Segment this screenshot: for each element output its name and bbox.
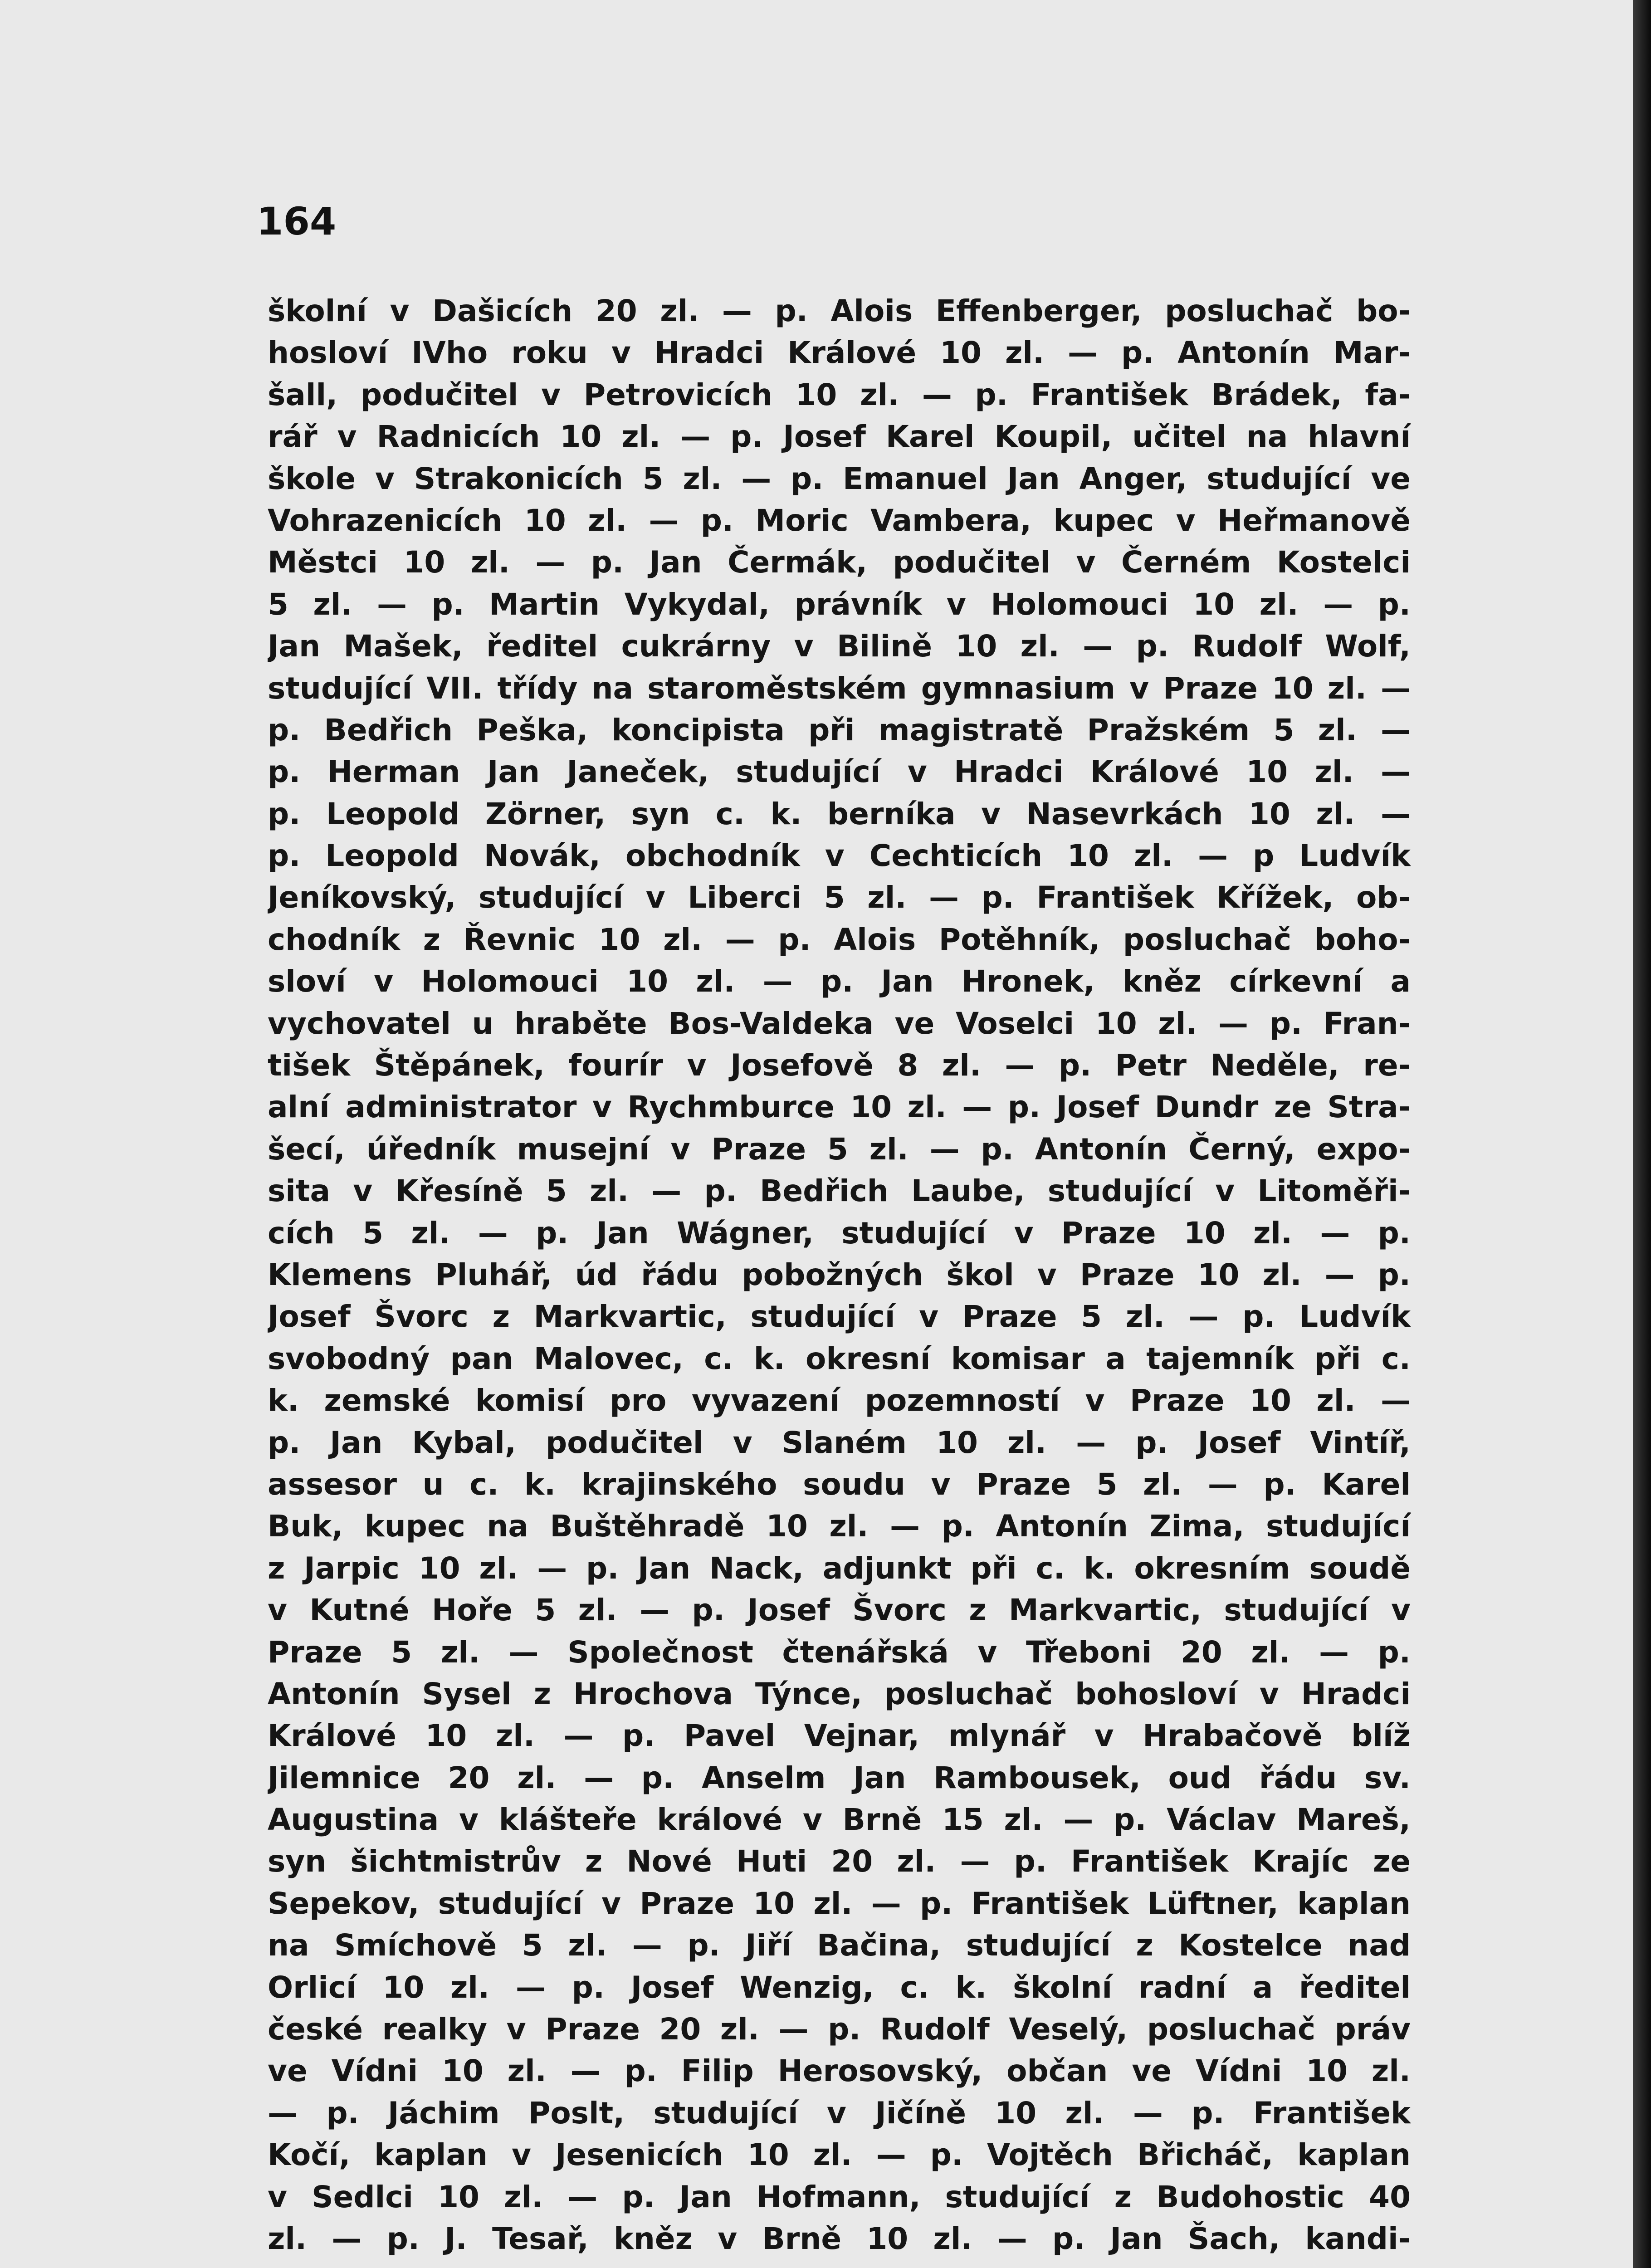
- text-line: Josef Švorc z Markvartic, studující v Praze 5 zl. — p. Ludvík: [268, 1299, 1411, 1334]
- text-line: ve Vídni 10 zl. — p. Filip Herosovský, občan ve Vídni 10 zl.: [268, 2053, 1411, 2089]
- text-line: Praze 5 zl. — Společnost čtenářská v Třeboni 20 zl. — p.: [268, 1634, 1411, 1670]
- text-line: p. Jan Kybal, podučitel v Slaném 10 zl. — p. Josef Vintíř,: [268, 1425, 1411, 1460]
- text-line: Jilemnice 20 zl. — p. Anselm Jan Rambousek, oud řádu sv.: [268, 1760, 1411, 1795]
- text-line: v Sedlci 10 zl. — p. Jan Hofmann, studující z Budohostic 40: [268, 2179, 1411, 2214]
- text-line: Králové 10 zl. — p. Pavel Vejnar, mlynář v Hrabačově blíž: [268, 1718, 1411, 1754]
- text-line: vychovatel u hraběte Bos-Valdeka ve Voselci 10 zl. — p. Fran-: [268, 1006, 1411, 1041]
- text-line: Antonín Sysel z Hrochova Týnce, posluchač bohosloví v Hradci: [268, 1676, 1411, 1711]
- text-line: rář v Radnicích 10 zl. — p. Josef Karel Koupil, učitel na hlavní: [268, 419, 1411, 455]
- text-line: Vohrazenicích 10 zl. — p. Moric Vambera, kupec v Heřmanově: [268, 503, 1411, 538]
- text-line: školní v Dašicích 20 zl. — p. Alois Effenberger, posluchač bo-: [268, 293, 1411, 328]
- text-line: Jan Mašek, ředitel cukrárny v Bilině 10 zl. — p. Rudolf Wolf,: [268, 629, 1411, 664]
- text-line: škole v Strakonicích 5 zl. — p. Emanuel Jan Anger, studující ve: [268, 461, 1411, 496]
- text-line: chodník z Řevnic 10 zl. — p. Alois Potěhník, posluchač boho-: [268, 922, 1411, 957]
- text-line: z Jarpic 10 zl. — p. Jan Nack, adjunkt při c. k. okresním soudě: [268, 1550, 1411, 1586]
- text-line: Městci 10 zl. — p. Jan Čermák, podučitel v Černém Kostelci: [268, 545, 1411, 580]
- text-line: šall, podučitel v Petrovicích 10 zl. — p. František Brádek, fa-: [268, 377, 1411, 412]
- text-line: v Kutné Hoře 5 zl. — p. Josef Švorc z Markvartic, studující v: [268, 1593, 1411, 1628]
- text-line: Jeníkovský, studující v Liberci 5 zl. — p. František Křížek, ob-: [268, 880, 1411, 915]
- text-line: — p. Jáchim Poslt, studující v Jičíně 10 zl. — p. František: [268, 2095, 1411, 2131]
- text-line: Sepekov, studující v Praze 10 zl. — p. František Lüftner, kaplan: [268, 1886, 1411, 1921]
- text-line: na Smíchově 5 zl. — p. Jiří Bačina, studující z Kostelce nad: [268, 1928, 1411, 1963]
- text-line: k. zemské komisí pro vyvazení pozemností v Praze 10 zl. —: [268, 1383, 1411, 1418]
- text-line: Kočí, kaplan v Jesenicích 10 zl. — p. Vojtěch Břicháč, kaplan: [268, 2137, 1411, 2173]
- scan-edge: [1633, 0, 1651, 2268]
- page-number: 164: [257, 199, 337, 244]
- text-line: 5 zl. — p. Martin Vykydal, právník v Holomouci 10 zl. — p.: [268, 587, 1411, 622]
- text-line: hosloví IVho roku v Hradci Králové 10 zl. — p. Antonín Mar-: [268, 335, 1411, 371]
- text-line: svobodný pan Malovec, c. k. okresní komisar a tajemník při c.: [268, 1341, 1411, 1376]
- text-line: Buk, kupec na Buštěhradě 10 zl. — p. Antonín Zima, studující: [268, 1509, 1411, 1544]
- text-line: Augustina v klášteře králové v Brně 15 zl. — p. Václav Mareš,: [268, 1802, 1411, 1838]
- text-line: assesor u c. k. krajinského soudu v Praze 5 zl. — p. Karel: [268, 1466, 1411, 1502]
- text-line: p. Leopold Zörner, syn c. k. berníka v Nasevrkách 10 zl. —: [268, 796, 1411, 831]
- text-line: Klemens Pluhář, úd řádu pobožných škol v Praze 10 zl. — p.: [268, 1257, 1411, 1292]
- text-line: alní administrator v Rychmburce 10 zl. — p. Josef Dundr ze Stra-: [268, 1090, 1411, 1125]
- text-line: p. Herman Jan Janeček, studující v Hradci Králové 10 zl. —: [268, 754, 1411, 790]
- donor-list-text: [268, 290, 1411, 2260]
- text-line: zl. — p. J. Tesař, kněz v Brně 10 zl. — p. Jan Šach, kandi-: [268, 2221, 1411, 2256]
- text-line: p. Leopold Novák, obchodník v Cechticích 10 zl. — p Ludvík: [268, 838, 1411, 874]
- text-line: p. Bedřich Peška, koncipista při magistratě Pražském 5 zl. —: [268, 712, 1411, 748]
- text-line: šecí, úředník musejní v Praze 5 zl. — p. Antonín Černý, expo-: [268, 1131, 1411, 1167]
- text-line: studující VII. třídy na staroměstském gymnasium v Praze 10 zl. —: [268, 670, 1411, 706]
- text-line: Orlicí 10 zl. — p. Josef Wenzig, c. k. školní radní a ředitel: [268, 1970, 1411, 2005]
- text-line: sita v Křesíně 5 zl. — p. Bedřich Laube, studující v Litoměři-: [268, 1173, 1411, 1209]
- text-line: české realky v Praze 20 zl. — p. Rudolf Veselý, posluchač práv: [268, 2012, 1411, 2047]
- text-line: tišek Štěpánek, fourír v Josefově 8 zl. — p. Petr Neděle, re-: [268, 1048, 1411, 1083]
- text-line: cích 5 zl. — p. Jan Wágner, studující v Praze 10 zl. — p.: [268, 1215, 1411, 1251]
- text-line: sloví v Holomouci 10 zl. — p. Jan Hronek, kněz církevní a: [268, 964, 1411, 999]
- text-line: syn šichtmistrův z Nové Huti 20 zl. — p. František Krajíc ze: [268, 1844, 1411, 1879]
